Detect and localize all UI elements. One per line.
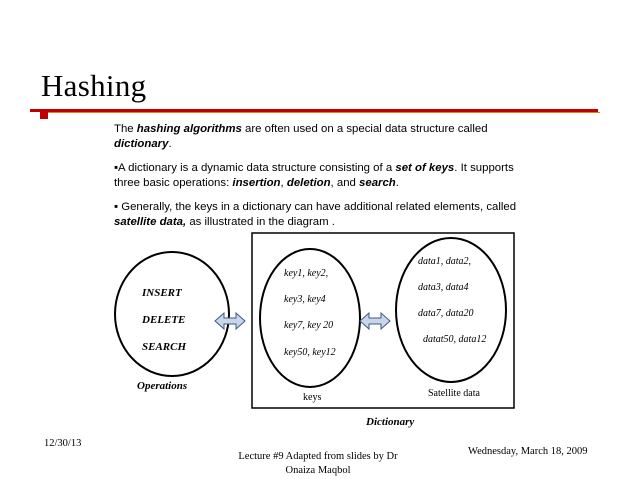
footer-presentation-date: Wednesday, March 18, 2009 (468, 446, 588, 457)
paragraph-hashing-intro: The hashing algorithms are often used on a special data structure called dictionary. (114, 123, 488, 150)
keys-line-2: key3, key4 (284, 294, 326, 305)
operation-search: SEARCH (142, 341, 187, 353)
paragraph-satellite-data: ▪ Generally, the keys in a dictionary can have additional related elements, called satellite data, as illustrated in the diagram . (114, 201, 517, 228)
dictionary-label: Dictionary (366, 416, 415, 428)
keys-label: keys (303, 392, 322, 403)
double-arrow-keys-satellite (360, 313, 390, 329)
satellite-label: Satellite data (428, 388, 480, 399)
keys-line-4: key50, key12 (284, 347, 336, 358)
double-arrow-operations-keys (215, 313, 245, 329)
satellite-line-1: data1, data2, (418, 256, 472, 267)
operations-label: Operations (137, 380, 188, 392)
footer-date: 12/30/13 (44, 438, 82, 449)
paragraph-dictionary-definition: ▪A dictionary is a dynamic data structure consisting of a set of keys. It supports three basic operations: insertion, deletion, and search. (114, 162, 514, 189)
satellite-line-2: data3, data4 (418, 282, 469, 293)
keys-line-1: key1, key2, (284, 268, 329, 279)
satellite-line-3: data7, data20 (418, 308, 474, 319)
satellite-line-4: datat50, data12 (423, 334, 487, 345)
keys-line-3: key7, key 20 (284, 320, 334, 331)
operation-insert: INSERT (142, 287, 182, 299)
footer-lecture-credit: Lecture #9 Adapted from slides by Dr Onaiza Maqbol (238, 451, 398, 476)
slide-title: Hashing (41, 68, 147, 103)
operation-delete: DELETE (142, 314, 186, 326)
